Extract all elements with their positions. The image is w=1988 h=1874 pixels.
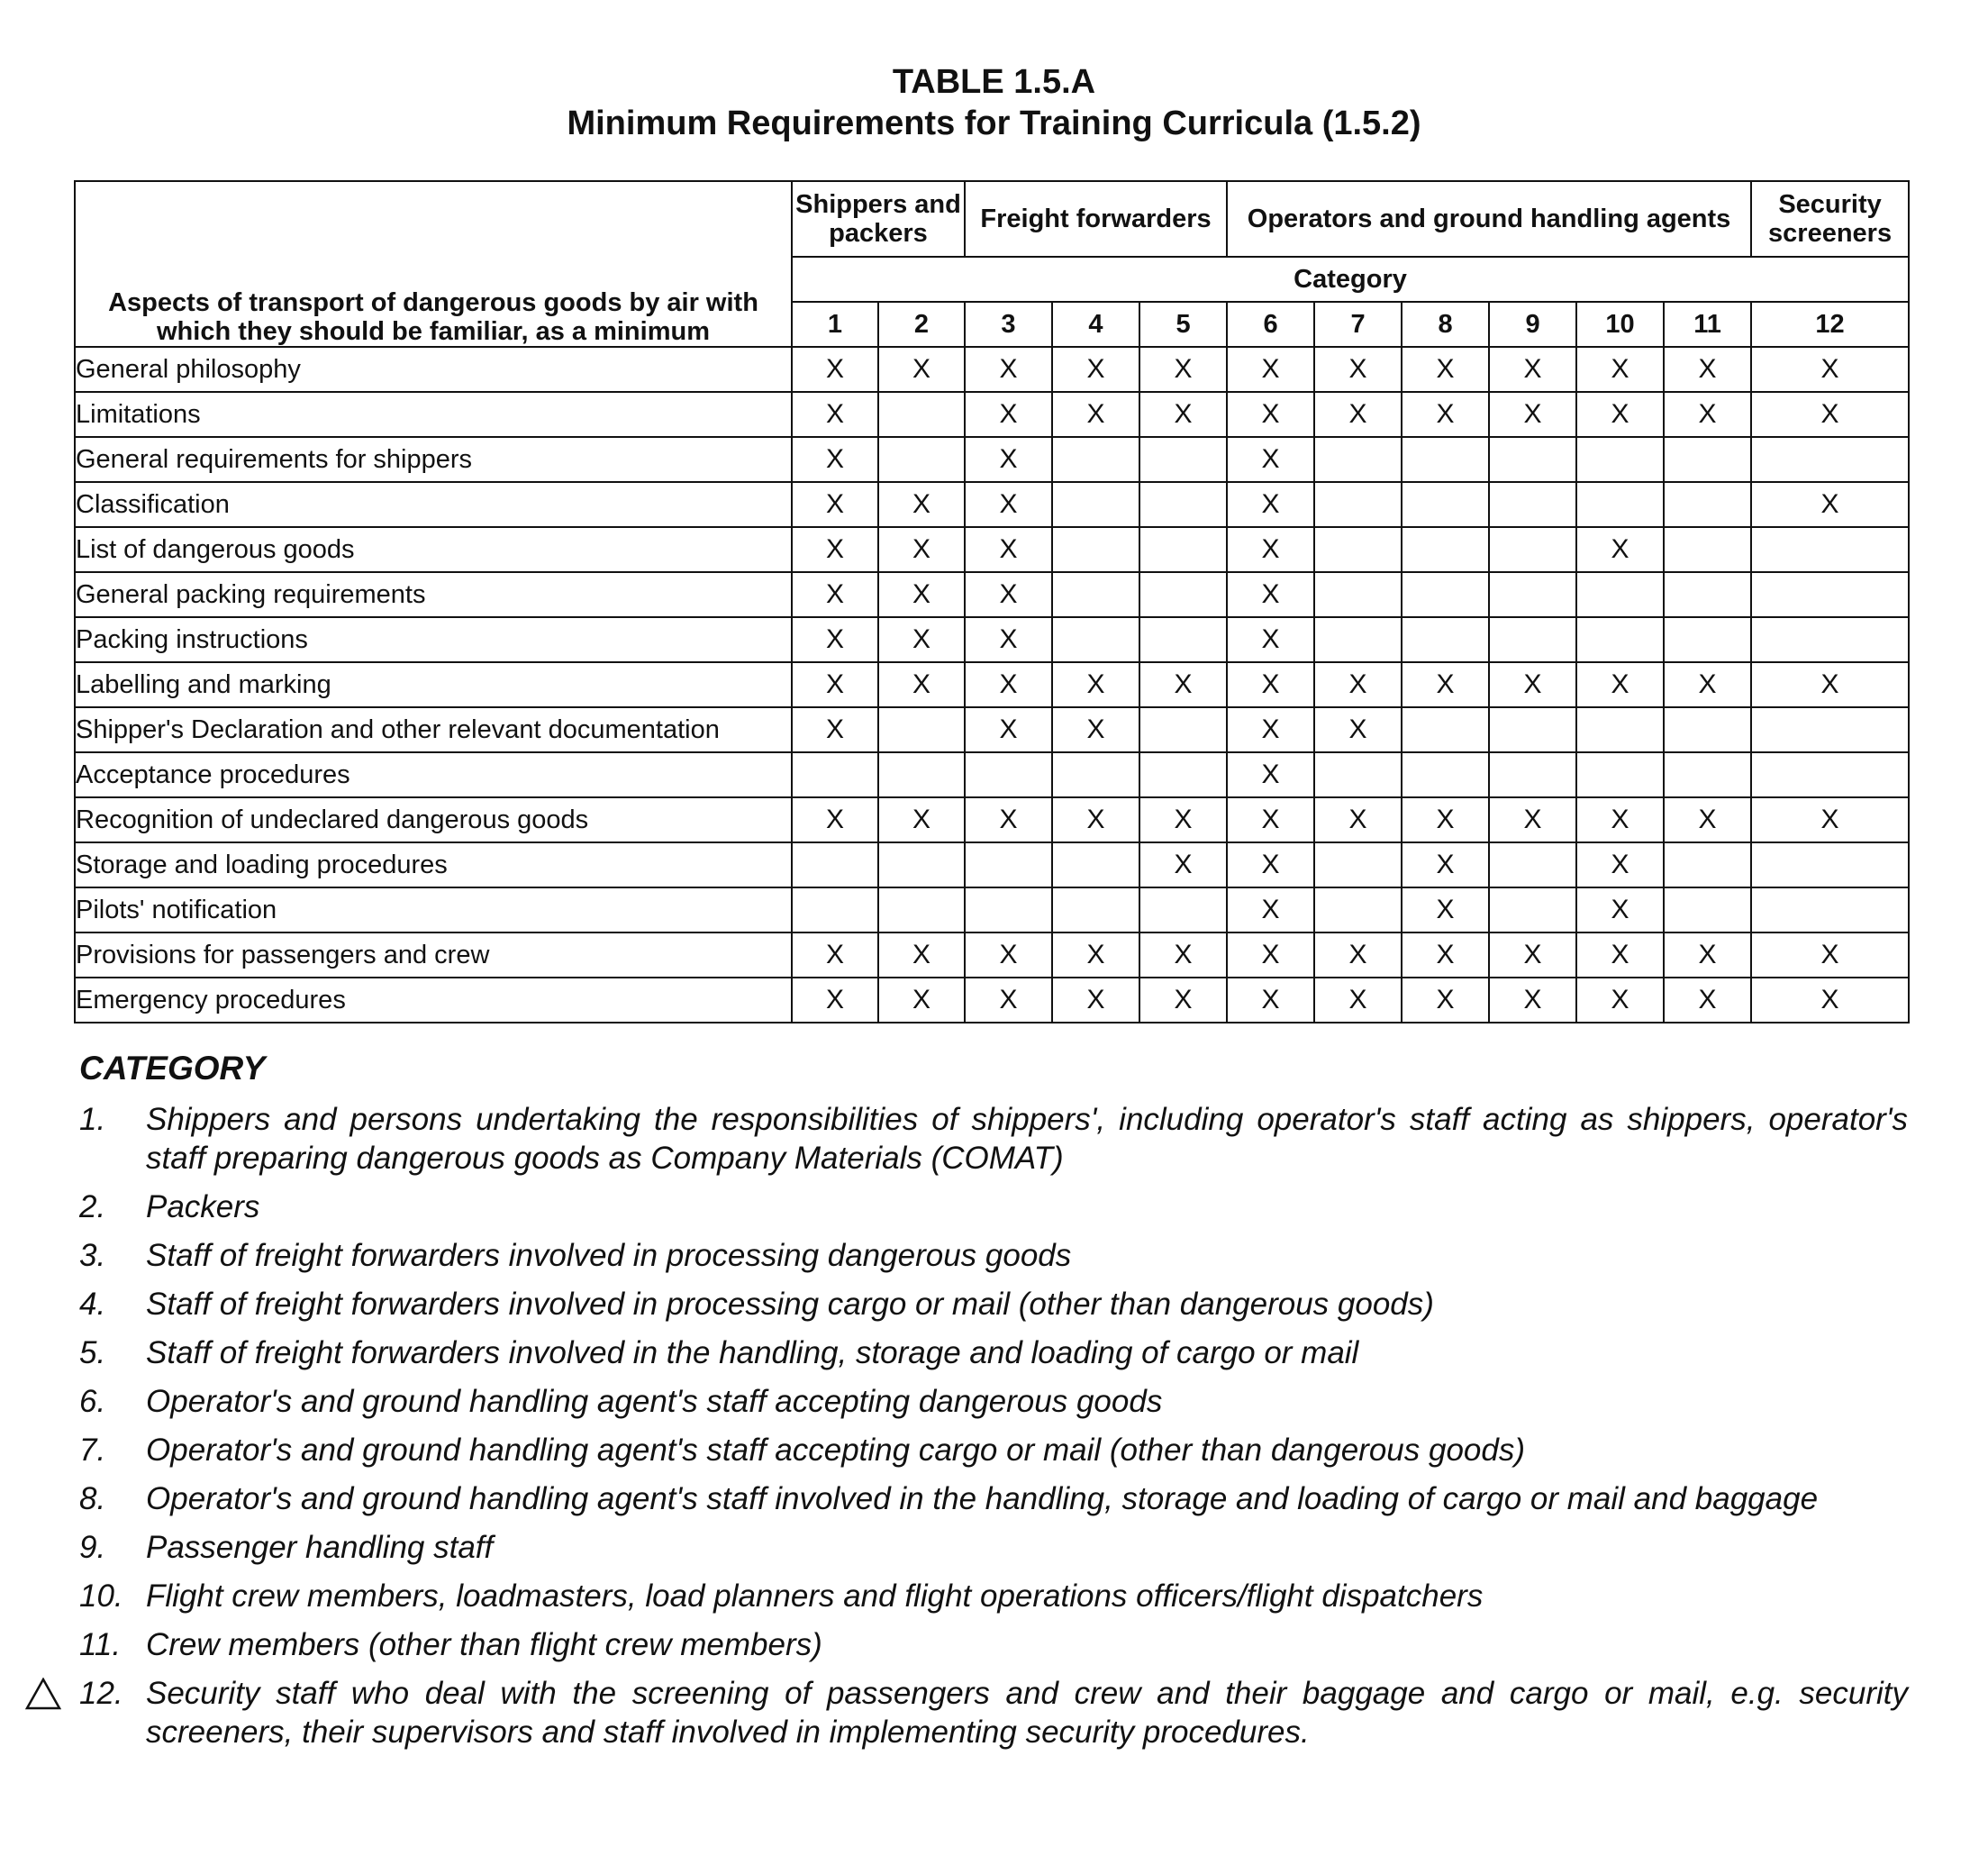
mark-cell [878, 752, 965, 797]
mark-cell [1751, 437, 1909, 482]
mark-cell [1751, 572, 1909, 617]
mark-cell: X [878, 662, 965, 707]
table-row [75, 572, 1909, 617]
mark-cell [878, 437, 965, 482]
legend-text: Security staff who deal with the screening of passengers and crew and their baggage and cargo or mail, e.g. security screeners, their supervisors and staff involved in implementing security procedures. [146, 1676, 1908, 1750]
mark-cell [1576, 617, 1664, 662]
legend-item [79, 1431, 1908, 1469]
mark-cell: X [1576, 932, 1664, 978]
mark-cell [1489, 617, 1576, 662]
mark-cell: X [1139, 347, 1227, 392]
mark-cell [1664, 842, 1751, 887]
mark-cell [1402, 437, 1489, 482]
mark-cell [1576, 482, 1664, 527]
mark-cell: X [1227, 887, 1314, 932]
table-row [75, 797, 1909, 842]
table-row [75, 482, 1909, 527]
mark-cell: X [1227, 482, 1314, 527]
mark-cell: X [1751, 932, 1909, 978]
mark-cell [1314, 842, 1402, 887]
mark-cell: X [1227, 662, 1314, 707]
legend-number: 4. [79, 1287, 106, 1322]
category-header: Category [792, 257, 1909, 302]
mark-cell: X [1402, 887, 1489, 932]
table-row [75, 527, 1909, 572]
mark-cell [1489, 842, 1576, 887]
legend-item [79, 1100, 1908, 1178]
mark-cell: X [1139, 662, 1227, 707]
mark-cell: X [965, 482, 1052, 527]
mark-cell [1314, 887, 1402, 932]
mark-cell: X [1489, 932, 1576, 978]
mark-cell: X [965, 662, 1052, 707]
mark-cell: X [792, 392, 878, 437]
mark-cell: X [1576, 347, 1664, 392]
mark-cell: X [792, 437, 878, 482]
mark-cell: X [792, 707, 878, 752]
table-row [75, 932, 1909, 978]
mark-cell: X [1576, 527, 1664, 572]
mark-cell: X [1052, 932, 1139, 978]
mark-cell: X [965, 437, 1052, 482]
mark-cell: X [878, 527, 965, 572]
table-row [75, 617, 1909, 662]
mark-cell [1402, 572, 1489, 617]
mark-cell [1664, 887, 1751, 932]
mark-cell: X [1576, 797, 1664, 842]
aspect-column-header: Aspects of transport of dangerous goods by air with which they should be familiar, as a minimum [75, 181, 792, 347]
mark-cell [1576, 437, 1664, 482]
mark-cell: X [1751, 662, 1909, 707]
aspect-cell: Limitations [75, 392, 792, 437]
mark-cell [1139, 482, 1227, 527]
legend-item [79, 1236, 1908, 1275]
mark-cell: X [792, 617, 878, 662]
mark-cell [965, 842, 1052, 887]
aspect-cell: Pilots' notification [75, 887, 792, 932]
mark-cell: X [1314, 797, 1402, 842]
mark-cell: X [1402, 662, 1489, 707]
mark-cell [1052, 617, 1139, 662]
legend-text: Crew members (other than flight crew members) [146, 1627, 822, 1662]
legend-number: 3. [79, 1238, 106, 1273]
mark-cell: X [1664, 662, 1751, 707]
table-row [75, 437, 1909, 482]
group-header: Operators and ground handling agents [1227, 181, 1751, 257]
legend-text: Operator's and ground handling agent's staff accepting dangerous goods [146, 1384, 1163, 1419]
mark-cell: X [1751, 392, 1909, 437]
mark-cell [792, 752, 878, 797]
mark-cell: X [1227, 347, 1314, 392]
table-row [75, 392, 1909, 437]
legend-text: Staff of freight forwarders involved in the handling, storage and loading of cargo or mail [146, 1335, 1359, 1370]
mark-cell: X [1751, 978, 1909, 1023]
legend-text: Passenger handling staff [146, 1530, 494, 1565]
legend-item [79, 1333, 1908, 1372]
mark-cell [1751, 707, 1909, 752]
mark-cell [1576, 707, 1664, 752]
category-number: 9 [1489, 302, 1576, 347]
mark-cell: X [1576, 662, 1664, 707]
mark-cell: X [878, 617, 965, 662]
mark-cell [1402, 527, 1489, 572]
mark-cell [1314, 752, 1402, 797]
mark-cell [1052, 752, 1139, 797]
mark-cell: X [1664, 392, 1751, 437]
table-row [75, 978, 1909, 1023]
mark-cell: X [1052, 392, 1139, 437]
table-title: Minimum Requirements for Training Curricula (1.5.2) [567, 105, 1421, 142]
legend-number: 9. [79, 1530, 106, 1565]
mark-cell [1751, 887, 1909, 932]
mark-cell: X [792, 482, 878, 527]
mark-cell [1489, 707, 1576, 752]
mark-cell [1751, 842, 1909, 887]
aspect-cell: Storage and loading procedures [75, 842, 792, 887]
mark-cell: X [1402, 978, 1489, 1023]
legend-item [79, 1674, 1908, 1751]
category-number: 4 [1052, 302, 1139, 347]
mark-cell: X [1751, 347, 1909, 392]
aspect-cell: Recognition of undeclared dangerous goods [75, 797, 792, 842]
legend-number: 12. [79, 1676, 123, 1711]
mark-cell [1751, 527, 1909, 572]
mark-cell: X [878, 347, 965, 392]
legend-number: 1. [79, 1102, 106, 1137]
legend-number: 2. [79, 1189, 106, 1224]
mark-cell [1489, 887, 1576, 932]
aspect-cell: Acceptance procedures [75, 752, 792, 797]
mark-cell: X [878, 978, 965, 1023]
mark-cell: X [1227, 617, 1314, 662]
legend-text: Operator's and ground handling agent's staff involved in the handling, storage and loading of cargo or mail and baggage [146, 1481, 1819, 1516]
legend-item [79, 1577, 1908, 1615]
legend-text: Staff of freight forwarders involved in processing dangerous goods [146, 1238, 1072, 1273]
legend-item [79, 1187, 1908, 1226]
mark-cell: X [1227, 392, 1314, 437]
legend-number: 7. [79, 1433, 106, 1468]
aspect-cell: Provisions for passengers and crew [75, 932, 792, 978]
mark-cell: X [1314, 932, 1402, 978]
category-number: 5 [1139, 302, 1227, 347]
mark-cell: X [965, 932, 1052, 978]
aspect-cell: General philosophy [75, 347, 792, 392]
legend-number: 8. [79, 1481, 106, 1516]
mark-cell: X [1402, 932, 1489, 978]
mark-cell [1751, 752, 1909, 797]
legend-text: Packers [146, 1189, 260, 1224]
legend-item [79, 1625, 1908, 1664]
mark-cell: X [965, 617, 1052, 662]
requirements-table [74, 180, 1910, 1023]
mark-cell [1751, 617, 1909, 662]
mark-cell [1052, 887, 1139, 932]
mark-cell: X [1314, 707, 1402, 752]
mark-cell [1314, 617, 1402, 662]
table-row [75, 752, 1909, 797]
mark-cell: X [1402, 347, 1489, 392]
mark-cell: X [1052, 707, 1139, 752]
mark-cell: X [1052, 662, 1139, 707]
mark-cell: X [1489, 662, 1576, 707]
table-row [75, 347, 1909, 392]
group-header: Shippers and packers [792, 181, 965, 257]
mark-cell: X [1227, 978, 1314, 1023]
legend-text: Shippers and persons undertaking the responsibilities of shippers', including operator's staff acting as shippers, operator's staff preparing dangerous goods as Company Materials (COMAT) [146, 1102, 1908, 1176]
mark-cell [1664, 482, 1751, 527]
category-number: 11 [1664, 302, 1751, 347]
mark-cell: X [1227, 797, 1314, 842]
mark-cell: X [1139, 797, 1227, 842]
mark-cell [792, 842, 878, 887]
mark-cell: X [1314, 392, 1402, 437]
category-number: 6 [1227, 302, 1314, 347]
mark-cell: X [792, 572, 878, 617]
mark-cell [1664, 527, 1751, 572]
mark-cell: X [1139, 392, 1227, 437]
aspect-cell: General requirements for shippers [75, 437, 792, 482]
mark-cell: X [1227, 527, 1314, 572]
mark-cell [965, 887, 1052, 932]
mark-cell [1052, 482, 1139, 527]
mark-cell: X [1139, 978, 1227, 1023]
category-number: 12 [1751, 302, 1909, 347]
mark-cell: X [1664, 797, 1751, 842]
revision-triangle-icon [25, 1678, 61, 1710]
mark-cell [1052, 572, 1139, 617]
mark-cell [1139, 887, 1227, 932]
mark-cell: X [1052, 347, 1139, 392]
mark-cell [1402, 752, 1489, 797]
table-row [75, 707, 1909, 752]
table-number: TABLE 1.5.A [892, 63, 1096, 101]
group-header: Freight forwarders [965, 181, 1227, 257]
mark-cell [1314, 437, 1402, 482]
mark-cell: X [792, 662, 878, 707]
mark-cell [1664, 752, 1751, 797]
mark-cell: X [965, 707, 1052, 752]
mark-cell: X [1664, 347, 1751, 392]
mark-cell [878, 887, 965, 932]
category-number: 8 [1402, 302, 1489, 347]
mark-cell: X [878, 482, 965, 527]
mark-cell: X [965, 392, 1052, 437]
mark-cell: X [1227, 707, 1314, 752]
mark-cell: X [1314, 347, 1402, 392]
mark-cell: X [1314, 978, 1402, 1023]
mark-cell: X [1227, 437, 1314, 482]
mark-cell: X [878, 932, 965, 978]
mark-cell: X [792, 527, 878, 572]
category-number: 10 [1576, 302, 1664, 347]
mark-cell: X [792, 978, 878, 1023]
legend-title: CATEGORY [79, 1050, 266, 1087]
mark-cell: X [1664, 978, 1751, 1023]
mark-cell [1139, 572, 1227, 617]
legend-item [79, 1528, 1908, 1567]
mark-cell [878, 392, 965, 437]
mark-cell: X [1052, 978, 1139, 1023]
legend-number: 10. [79, 1578, 123, 1614]
table-row [75, 887, 1909, 932]
mark-cell [1489, 437, 1576, 482]
category-number: 2 [878, 302, 965, 347]
mark-cell: X [1402, 797, 1489, 842]
mark-cell: X [1489, 978, 1576, 1023]
mark-cell [1664, 572, 1751, 617]
mark-cell [1139, 437, 1227, 482]
mark-cell: X [792, 797, 878, 842]
mark-cell: X [1664, 932, 1751, 978]
mark-cell: X [1751, 797, 1909, 842]
legend-item [79, 1285, 1908, 1324]
legend-item [79, 1479, 1908, 1518]
mark-cell [965, 752, 1052, 797]
mark-cell [1139, 707, 1227, 752]
mark-cell: X [1052, 797, 1139, 842]
legend-text: Operator's and ground handling agent's staff accepting cargo or mail (other than dangerous goods) [146, 1433, 1525, 1468]
mark-cell: X [1489, 392, 1576, 437]
mark-cell [1139, 527, 1227, 572]
title-block [0, 61, 1988, 144]
mark-cell: X [1751, 482, 1909, 527]
mark-cell: X [1402, 392, 1489, 437]
mark-cell [1489, 482, 1576, 527]
aspect-cell: Labelling and marking [75, 662, 792, 707]
aspect-cell: Packing instructions [75, 617, 792, 662]
legend-number: 6. [79, 1384, 106, 1419]
mark-cell [1052, 527, 1139, 572]
mark-cell [1576, 752, 1664, 797]
mark-cell [1139, 617, 1227, 662]
legend-item [79, 1382, 1908, 1421]
aspect-cell: Shipper's Declaration and other relevant documentation [75, 707, 792, 752]
category-legend [79, 1050, 1908, 1761]
mark-cell: X [792, 932, 878, 978]
legend-text: Staff of freight forwarders involved in processing cargo or mail (other than dangerous goods) [146, 1287, 1434, 1322]
mark-cell [1314, 572, 1402, 617]
legend-list [79, 1100, 1908, 1751]
mark-cell: X [1139, 842, 1227, 887]
mark-cell [1664, 617, 1751, 662]
group-header: Security screeners [1751, 181, 1909, 257]
mark-cell: X [1576, 842, 1664, 887]
aspect-cell: List of dangerous goods [75, 527, 792, 572]
mark-cell: X [1489, 797, 1576, 842]
mark-cell [1576, 572, 1664, 617]
mark-cell: X [1576, 887, 1664, 932]
mark-cell [1402, 482, 1489, 527]
category-number: 1 [792, 302, 878, 347]
mark-cell [1314, 482, 1402, 527]
mark-cell: X [965, 347, 1052, 392]
mark-cell: X [1402, 842, 1489, 887]
mark-cell: X [878, 797, 965, 842]
mark-cell: X [1227, 752, 1314, 797]
aspect-cell: Emergency procedures [75, 978, 792, 1023]
mark-cell: X [1576, 392, 1664, 437]
mark-cell [1052, 437, 1139, 482]
mark-cell: X [965, 978, 1052, 1023]
mark-cell [792, 887, 878, 932]
mark-cell [1052, 842, 1139, 887]
table-row [75, 662, 1909, 707]
legend-number: 11. [79, 1627, 122, 1662]
mark-cell: X [965, 797, 1052, 842]
mark-cell: X [878, 572, 965, 617]
mark-cell [1402, 707, 1489, 752]
mark-cell [1314, 527, 1402, 572]
aspect-cell: General packing requirements [75, 572, 792, 617]
mark-cell: X [1489, 347, 1576, 392]
mark-cell: X [1227, 932, 1314, 978]
mark-cell [1489, 527, 1576, 572]
table-row [75, 842, 1909, 887]
mark-cell [878, 842, 965, 887]
mark-cell [1402, 617, 1489, 662]
aspect-cell: Classification [75, 482, 792, 527]
mark-cell [1489, 572, 1576, 617]
mark-cell [1139, 752, 1227, 797]
mark-cell: X [965, 527, 1052, 572]
mark-cell: X [1227, 572, 1314, 617]
mark-cell [1489, 752, 1576, 797]
legend-number: 5. [79, 1335, 106, 1370]
mark-cell: X [1314, 662, 1402, 707]
category-number: 7 [1314, 302, 1402, 347]
mark-cell [1664, 707, 1751, 752]
category-number: 3 [965, 302, 1052, 347]
mark-cell: X [1227, 842, 1314, 887]
mark-cell [878, 707, 965, 752]
legend-text: Flight crew members, loadmasters, load planners and flight operations officers/flight dispatchers [146, 1578, 1484, 1614]
mark-cell: X [965, 572, 1052, 617]
mark-cell: X [1576, 978, 1664, 1023]
mark-cell: X [1139, 932, 1227, 978]
mark-cell: X [792, 347, 878, 392]
mark-cell [1664, 437, 1751, 482]
